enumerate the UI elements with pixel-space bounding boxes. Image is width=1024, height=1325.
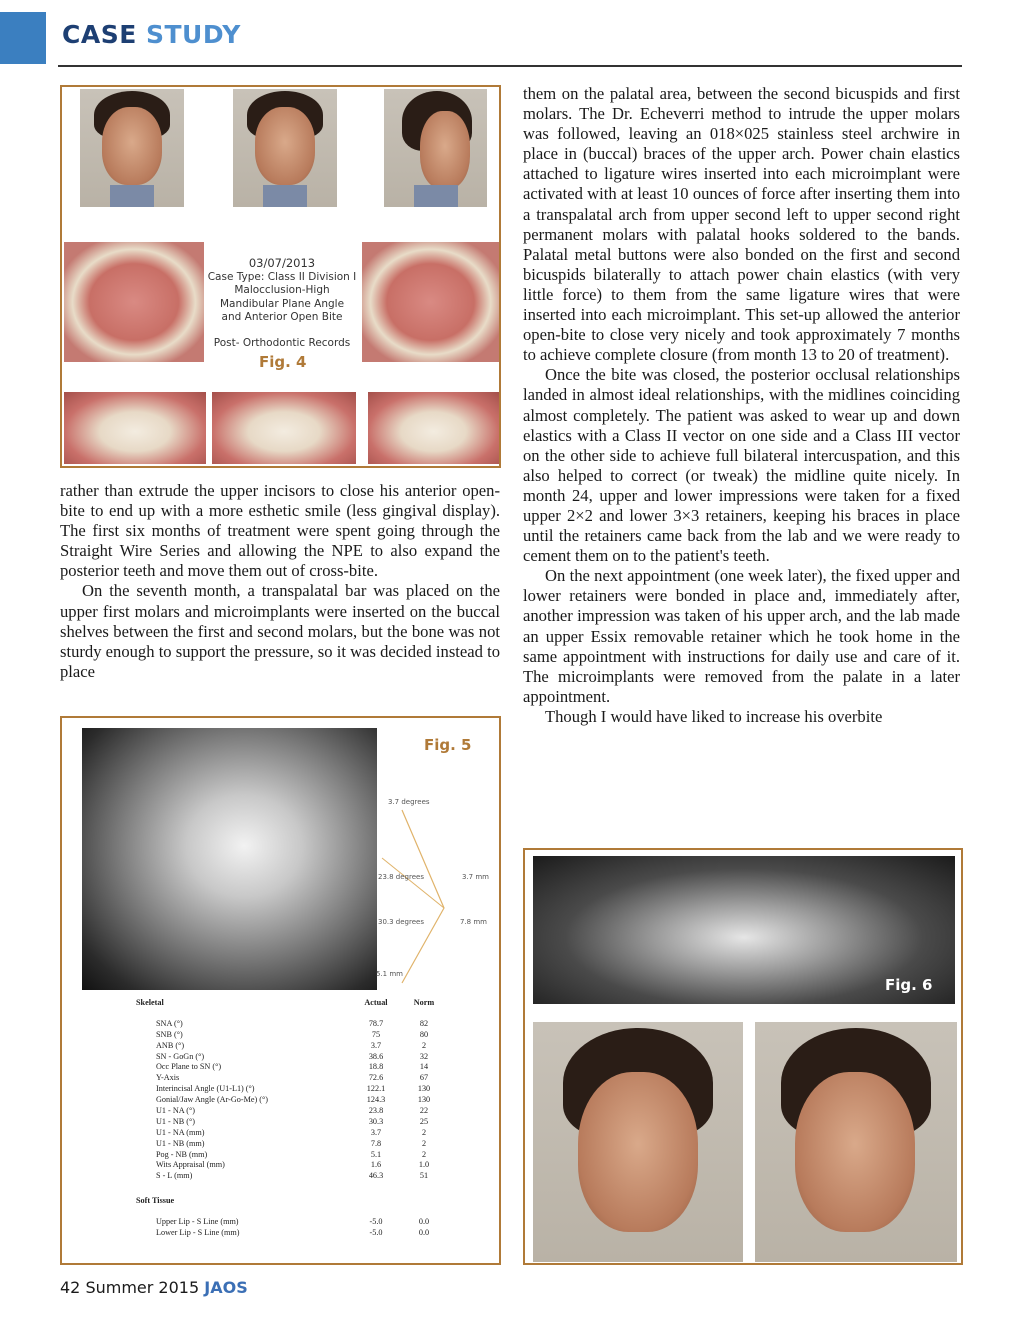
actual-value: -5.0	[369, 1228, 383, 1238]
table-row	[136, 1128, 466, 1139]
paragraph: On the next appointment (one week later), the fixed upper and lower retainers were bonded in place and, immediately after, another impression was taken of his upper arch, and the lab made an upper Essix removable retainer which he took home in the same appointment with instructions for daily use and care of it. The microimplants were removed from the palate in a later appointment.	[523, 566, 960, 706]
right-column-text	[523, 84, 960, 727]
norm-value: 14	[419, 1062, 429, 1072]
measurement-name: SN - GoGn (°)	[156, 1051, 205, 1061]
actual-value: 18.8	[368, 1062, 384, 1072]
measurement-name: Gonial/Jaw Angle (Ar-Go-Me) (°)	[156, 1095, 269, 1105]
paragraph: On the seventh month, a transpalatal bar was placed on the upper first molars and microimplants were inserted on the buccal shelves between the first and second molars, but the bone was not sturdy enough to support the pressure, so it was decided instead to place	[60, 581, 500, 681]
table-row	[136, 1217, 466, 1228]
table-row	[136, 1041, 466, 1052]
figure-4	[60, 85, 501, 468]
measurement-name: Y-Axis	[156, 1073, 180, 1083]
norm-value: 25	[419, 1116, 429, 1126]
table-row	[136, 1228, 466, 1239]
figure-6-label: Fig. 6	[885, 976, 933, 994]
record-info	[202, 257, 362, 350]
figure-6	[523, 848, 963, 1265]
table-row	[136, 1030, 466, 1041]
actual-value: 46.3	[368, 1171, 384, 1181]
norm-value: 82	[419, 1018, 429, 1028]
table-row	[136, 1052, 466, 1063]
upper-arch-photo	[64, 242, 204, 362]
table-row	[136, 1117, 466, 1128]
journal-name: JAOS	[204, 1278, 248, 1297]
norm-value: 67	[419, 1073, 429, 1083]
measurement-name: U1 - NB (mm)	[156, 1138, 205, 1148]
record-line: and Anterior Open Bite	[221, 311, 343, 323]
paragraph: Though I would have liked to increase his overbite	[545, 706, 883, 726]
actual-value: 23.8	[368, 1106, 384, 1116]
figure-5	[60, 716, 501, 1265]
norm-value: 1.0	[418, 1160, 430, 1170]
measurement-name: Pog - NB (mm)	[156, 1149, 208, 1159]
table-row	[136, 1073, 466, 1084]
distance-label: 7.8 mm	[460, 918, 487, 926]
norm-value: 80	[419, 1029, 429, 1039]
paragraph: rather than extrude the upper incisors to close his anterior open-bite to end up with a more esthetic smile (less gingival display). The first six months of treatment were spent going through the Straight Wire Series and allowing the NPE to also expand the posterior teeth and move them out of cross-bite.	[60, 481, 500, 581]
section-heading-word2: STUDY	[146, 20, 241, 49]
portrait-profile-photo	[384, 89, 487, 207]
measurement-name: U1 - NA (°)	[156, 1106, 195, 1116]
section-heading-word1: CASE	[62, 20, 137, 49]
actual-value: 3.7	[370, 1127, 382, 1137]
record-date: 03/07/2013	[248, 256, 316, 270]
record-line: Malocclusion-High	[234, 284, 330, 296]
measurement-name: Upper Lip - S Line (mm)	[156, 1217, 239, 1227]
table-row	[136, 1062, 466, 1073]
angle-label: 30.3 degrees	[378, 918, 424, 926]
measurement-name: U1 - NA (mm)	[156, 1127, 205, 1137]
actual-value: -5.0	[369, 1217, 383, 1227]
table-row	[136, 1160, 466, 1171]
portrait-front-photo	[233, 89, 337, 207]
angle-label: 23.8 degrees	[378, 873, 424, 881]
table-row	[136, 1084, 466, 1095]
norm-value: 2	[421, 1138, 427, 1148]
measurement-name: Interincisal Angle (U1-L1) (°)	[156, 1084, 255, 1094]
norm-value: 2	[421, 1149, 427, 1159]
actual-value: 78.7	[368, 1018, 384, 1028]
record-line: Case Type: Class II Division I	[207, 270, 357, 283]
table-header-actual: Actual	[364, 998, 388, 1007]
norm-value: 130	[417, 1084, 431, 1094]
lower-arch-photo	[362, 242, 499, 362]
table-row	[136, 1106, 466, 1117]
actual-value: 3.7	[370, 1040, 382, 1050]
angle-label: 3.7 degrees	[388, 798, 430, 806]
header-rule	[58, 65, 962, 67]
left-column-text	[60, 481, 500, 682]
page-footer	[60, 1278, 248, 1297]
table-row	[136, 1150, 466, 1161]
actual-value: 72.6	[368, 1073, 384, 1083]
smile-photo-left	[533, 1022, 743, 1262]
measurement-name: Wits Appraisal (mm)	[156, 1160, 225, 1170]
table-header-norm: Norm	[413, 998, 435, 1007]
figure-4-label: Fig. 4	[259, 353, 307, 371]
norm-value: 2	[421, 1040, 427, 1050]
table-row	[136, 1139, 466, 1150]
portrait-smile-photo	[80, 89, 184, 207]
page-number: 42	[60, 1278, 81, 1297]
actual-value: 30.3	[368, 1116, 384, 1126]
actual-value: 124.3	[366, 1095, 386, 1105]
angle-diagram	[362, 788, 502, 988]
measurement-name: Lower Lip - S Line (mm)	[156, 1228, 240, 1238]
actual-value: 1.6	[370, 1160, 382, 1170]
paragraph: Once the bite was closed, the posterior occlusal relationships landed in almost ideal relationships, with the midlines coinciding almost completely. The patient was asked to wear up and down elastics with a Class II vector on one side and a Class III vector on the other side to achieve full bilateral intercuspation, and this also helped to correct (or tweak) the midline quite nicely. In month 24, upper and lower impressions were taken for a fixed upper 2×2 and lower 3×3 retainers, keeping his braces in place until the retainers came back from the lab and we were ready to cement them on to the patient's teeth.	[523, 365, 960, 566]
intraoral-left-photo	[368, 392, 499, 464]
smile-photo-right	[755, 1022, 957, 1262]
intraoral-front-photo	[212, 392, 356, 464]
issue-date: Summer 2015	[85, 1278, 200, 1297]
measurement-name: U1 - NB (°)	[156, 1116, 195, 1126]
distance-label: 3.7 mm	[462, 873, 489, 881]
table-row	[136, 1019, 466, 1030]
measurement-name: ANB (°)	[156, 1040, 185, 1050]
table-header-soft-tissue: Soft Tissue	[136, 1196, 175, 1206]
measurement-name: SNB (°)	[156, 1029, 183, 1039]
norm-value: 51	[419, 1171, 429, 1181]
norm-value: 32	[419, 1051, 429, 1061]
distance-label: 5.1 mm	[376, 970, 403, 978]
paragraph: them on the palatal area, between the second bicuspids and first molars. The Dr. Echeverri method to intrude the upper molars was followed, leaving an 018×025 stainless steel archwire in place in (buccal) braces of the upper arch. Power chain elastics attached to ligature wires inserted into each microimplant were activated with at least 10 ounces of force after inserting them into a transpalatal arch from upper second left to upper second right permanent molars with palatal hooks soldered to the bands. Palatal metal buttons were also bonded on the first and second bicuspids bilaterally to attach power chain elastics (with very little force) to them from the same ligature wires that were inserted into each microimplant. This set-up allowed the anterior open-bite to close very nicely and took approximately 7 months to achieve complete closure (from month 13 to 20 of treatment).	[523, 84, 960, 365]
record-caption: Post- Orthodontic Records	[213, 336, 351, 349]
table-row	[136, 1171, 466, 1182]
measurement-name: SNA (°)	[156, 1018, 183, 1028]
measurement-name: S - L (mm)	[156, 1171, 193, 1181]
actual-value: 5.1	[370, 1149, 382, 1159]
norm-value: 0.0	[418, 1217, 430, 1227]
section-color-tab	[0, 12, 46, 64]
record-line: Mandibular Plane Angle	[219, 297, 345, 310]
section-heading	[62, 20, 241, 49]
table-row	[136, 1095, 466, 1106]
measurement-name: Occ Plane to SN (°)	[156, 1062, 222, 1072]
intraoral-right-photo	[64, 392, 206, 464]
figure-5-label: Fig. 5	[424, 736, 472, 754]
table-header-skeletal: Skeletal	[136, 998, 164, 1007]
actual-value: 122.1	[366, 1084, 386, 1094]
actual-value: 7.8	[370, 1138, 382, 1148]
norm-value: 2	[421, 1127, 427, 1137]
norm-value: 130	[417, 1095, 431, 1105]
cephalometric-xray	[82, 728, 377, 990]
actual-value: 75	[371, 1029, 381, 1039]
norm-value: 22	[419, 1106, 429, 1116]
actual-value: 38.6	[368, 1051, 384, 1061]
cephalometric-table	[136, 998, 466, 1239]
norm-value: 0.0	[418, 1228, 430, 1238]
